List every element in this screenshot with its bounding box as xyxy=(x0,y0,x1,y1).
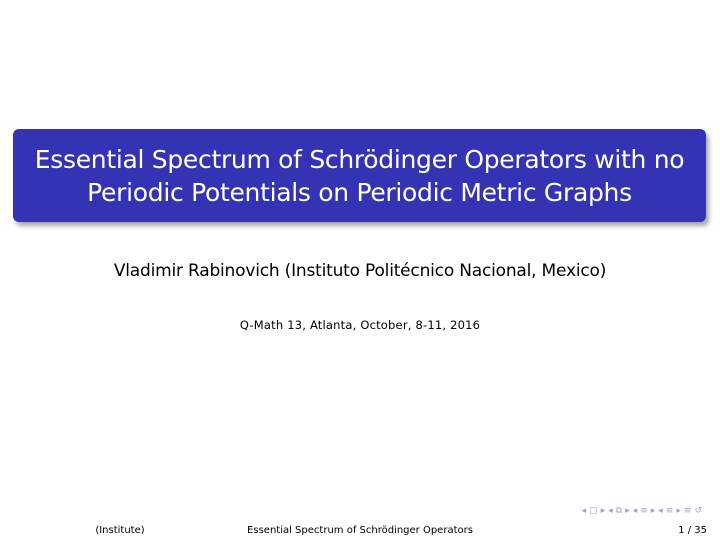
footer xyxy=(0,519,720,541)
beamer-navigation xyxy=(582,506,702,516)
footer-institute: (Institute) xyxy=(0,519,240,541)
author: Vladimir Rabinovich (Instituto Politécnico Nacional, Mexico) xyxy=(113,261,607,281)
nav-frame-icon[interactable]: □ xyxy=(589,506,598,516)
nav-doc-left-icon[interactable]: ◂ xyxy=(658,506,663,516)
nav-section-icon[interactable]: ≡ xyxy=(640,506,648,516)
footer-page-number: 1 / 35 xyxy=(480,519,720,541)
nav-search-icon[interactable]: ↺ xyxy=(694,506,702,516)
footer-short-title: Essential Spectrum of Schrödinger Operators xyxy=(240,519,480,541)
nav-frame-left-icon[interactable]: ◂ xyxy=(581,506,587,516)
nav-subsection-left-icon[interactable]: ◂ xyxy=(608,506,613,516)
title-box xyxy=(13,129,706,222)
nav-doc-icon[interactable]: ≡ xyxy=(665,506,674,516)
title-line-2: Periodic Potentials on Periodic Metric Graphs xyxy=(87,177,632,207)
nav-align-icon[interactable]: ≡ xyxy=(683,506,692,516)
nav-section-left-icon[interactable]: ◂ xyxy=(632,506,638,516)
event-date: Q-Math 13, Atlanta, October, 8-11, 2016 xyxy=(239,318,481,332)
nav-section-right-icon[interactable]: ▸ xyxy=(650,506,656,516)
title-line-1: Essential Spectrum of Schrödinger Operators with no xyxy=(34,144,685,174)
nav-subsection-right-icon[interactable]: ▸ xyxy=(625,506,630,516)
nav-frame-right-icon[interactable]: ▸ xyxy=(600,506,606,516)
nav-doc-right-icon[interactable]: ▸ xyxy=(676,506,681,516)
nav-subsection-icon[interactable]: ⧉ xyxy=(615,506,623,516)
